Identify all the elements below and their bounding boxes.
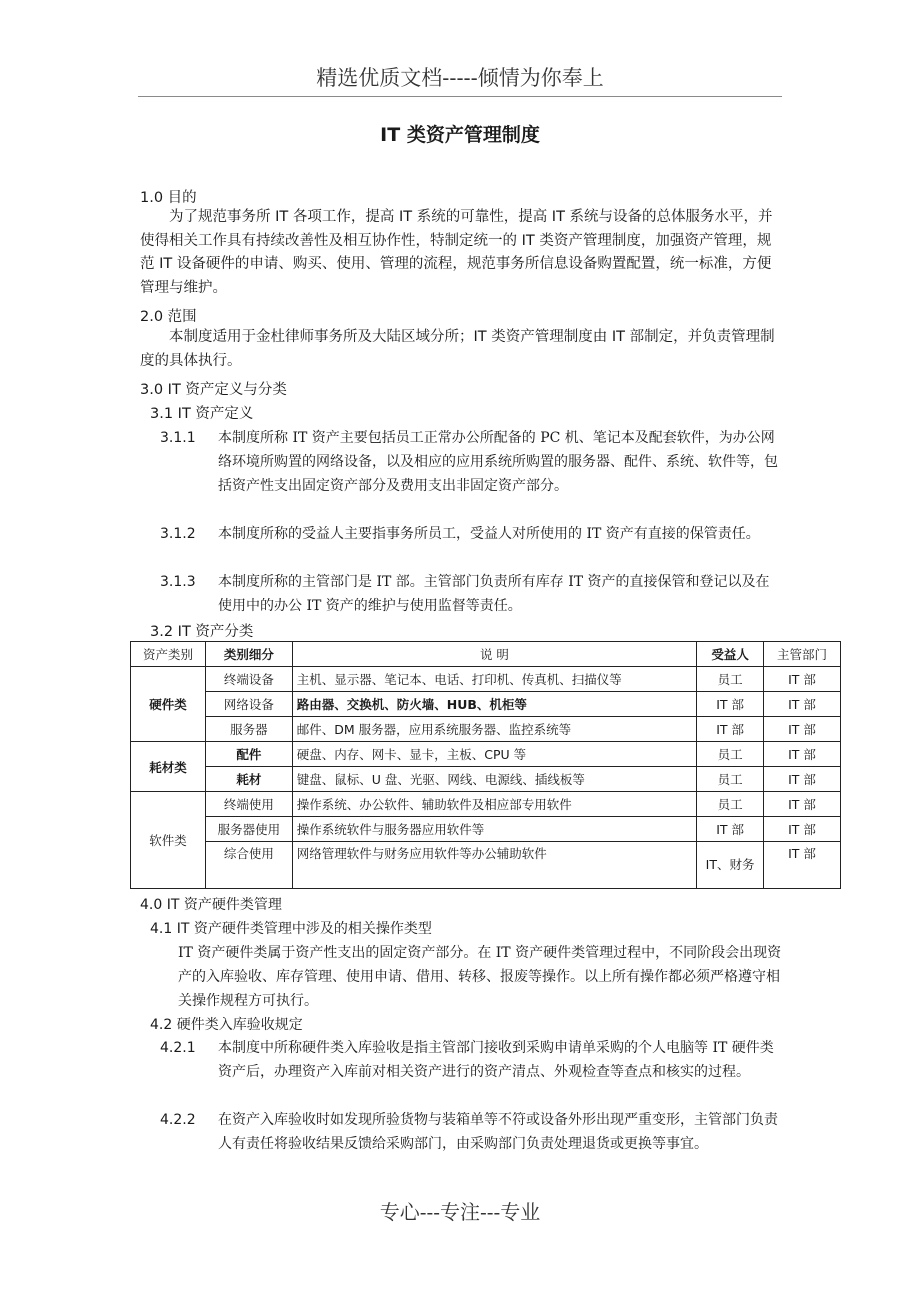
- table-header-row: [131, 642, 841, 667]
- item-number: 3.1.3: [160, 574, 196, 590]
- table-row: [131, 742, 841, 767]
- item-number: 3.1.1: [160, 430, 196, 446]
- subcategory-cell: 耗材: [205, 767, 292, 792]
- dept-cell: IT 部: [764, 692, 841, 717]
- table-row: [131, 842, 841, 889]
- beneficiary-cell: 员工: [697, 767, 764, 792]
- subcategory-cell: 配件: [205, 742, 292, 767]
- beneficiary-cell: IT 部: [697, 817, 764, 842]
- item-4-2-2: [160, 1108, 784, 1156]
- section-3-2-heading: 3.2 IT 资产分类: [150, 624, 254, 640]
- section-2-heading: 2.0 范围: [140, 309, 197, 325]
- item-3-1-1: [160, 426, 784, 498]
- section-1-heading: 1.0 目的: [140, 190, 197, 206]
- item-text: 本制度所称 IT 资产主要包括员工正常办公所配备的 PC 机、笔记本及配套软件，为办公网络环境所购置的网络设备，以及相应的应用系统所购置的服务器、配件、系统、软件等，包括资产性支出固定资产部分及费用支出非固定资产部分。: [218, 430, 778, 494]
- description-cell: 操作系统、办公软件、辅助软件及相应部专用软件: [292, 792, 696, 817]
- section-4-heading: 4.0 IT 资产硬件类管理: [140, 897, 282, 913]
- dept-cell: IT 部: [764, 717, 841, 742]
- table-row: [131, 792, 841, 817]
- description-cell: 路由器、交换机、防火墙、HUB、机柜等: [292, 692, 696, 717]
- subcategory-cell: 终端设备: [205, 667, 292, 692]
- description-cell: 操作系统软件与服务器应用软件等: [292, 817, 696, 842]
- dept-cell: IT 部: [764, 792, 841, 817]
- section-2-paragraph: 本制度适用于金杜律师事务所及大陆区域分所；IT 类资产管理制度由 IT 部制定，并负责管理制度的具体执行。: [140, 329, 775, 369]
- header-beneficiary: 受益人: [697, 642, 764, 667]
- section-1-paragraph: 为了规范事务所 IT 各项工作，提高 IT 系统的可靠性，提高 IT 系统与设备的总体服务水平，并使得相关工作具有持续改善性及相互协作性，特制定统一的 IT 类资产管理制度，加强资产管理，规范 IT 设备硬件的申请、购买、使用、管理的流程，规范事务所信息设备购置配置，统一标准，方便管理与维护。: [140, 209, 773, 296]
- description-cell: 键盘、鼠标、U 盘、光驱、网线、电源线、插线板等: [292, 767, 696, 792]
- table-row: [131, 717, 841, 742]
- item-text: 在资产入库验收时如发现所验货物与装箱单等不符或设备外形出现严重变形，主管部门负责人有责任将验收结果反馈给采购部门，由采购部门负责处理退货或更换等事宜。: [218, 1112, 778, 1152]
- table-row: [131, 692, 841, 717]
- header-dept: 主管部门: [764, 642, 841, 667]
- item-3-1-3: [160, 570, 784, 618]
- category-cell: 硬件类: [131, 667, 206, 742]
- page-header: 精选优质文档-----倾情为你奉上: [316, 66, 604, 90]
- beneficiary-cell: IT、财务: [697, 842, 764, 889]
- asset-classification-table: [130, 641, 841, 889]
- dept-cell: IT 部: [764, 667, 841, 692]
- beneficiary-cell: IT 部: [697, 717, 764, 742]
- dept-cell: IT 部: [764, 767, 841, 792]
- description-cell: 主机、显示器、笔记本、电话、打印机、传真机、扫描仪等: [292, 667, 696, 692]
- subcategory-cell: 网络设备: [205, 692, 292, 717]
- page-footer: 专心---专注---专业: [379, 1200, 541, 1224]
- item-4-2-1: [160, 1036, 784, 1084]
- beneficiary-cell: 员工: [697, 792, 764, 817]
- beneficiary-cell: IT 部: [697, 692, 764, 717]
- dept-cell: IT 部: [764, 817, 841, 842]
- category-cell: 软件类: [131, 792, 206, 889]
- dept-cell: IT 部: [764, 742, 841, 767]
- header-description: 说 明: [292, 642, 696, 667]
- item-text: 本制度中所称硬件类入库验收是指主管部门接收到采购申请单采购的个人电脑等 IT 硬件类资产后，办理资产入库前对相关资产进行的资产清点、外观检查等查点和核实的过程。: [218, 1040, 774, 1080]
- subcategory-cell: 综合使用: [205, 842, 292, 889]
- section-4-1-heading: 4.1 IT 资产硬件类管理中涉及的相关操作类型: [150, 921, 432, 937]
- document-title: IT 类资产管理制度: [380, 124, 540, 146]
- table-row: [131, 767, 841, 792]
- description-cell: 网络管理软件与财务应用软件等办公辅助软件: [292, 842, 696, 889]
- section-4-1-paragraph: IT 资产硬件类属于资产性支出的固定资产部分。在 IT 资产硬件类管理过程中，不同阶段会出现资产的入库验收、库存管理、使用申请、借用、转移、报废等操作。以上所有操作都必须严格遵守相关操作规程方可执行。: [178, 945, 782, 1009]
- beneficiary-cell: 员工: [697, 667, 764, 692]
- table-row: [131, 817, 841, 842]
- description-cell: 硬盘、内存、网卡、显卡，主板、CPU 等: [292, 742, 696, 767]
- item-text: 本制度所称的受益人主要指事务所员工，受益人对所使用的 IT 资产有直接的保管责任。: [218, 526, 760, 542]
- section-3-heading: 3.0 IT 资产定义与分类: [140, 382, 287, 398]
- header-divider: [138, 96, 782, 97]
- section-4-2-heading: 4.2 硬件类入库验收规定: [150, 1017, 303, 1033]
- item-number: 4.2.2: [160, 1112, 196, 1128]
- table-row: [131, 667, 841, 692]
- category-cell: 耗材类: [131, 742, 206, 792]
- beneficiary-cell: 员工: [697, 742, 764, 767]
- subcategory-cell: 服务器: [205, 717, 292, 742]
- item-text: 本制度所称的主管部门是 IT 部。主管部门负责所有库存 IT 资产的直接保管和登记以及在使用中的办公 IT 资产的维护与使用监督等责任。: [218, 574, 770, 614]
- item-number: 4.2.1: [160, 1040, 196, 1056]
- section-3-1-heading: 3.1 IT 资产定义: [150, 406, 254, 422]
- item-number: 3.1.2: [160, 526, 196, 542]
- description-cell: 邮件、DM 服务器，应用系统服务器、监控系统等: [292, 717, 696, 742]
- subcategory-cell: 终端使用: [205, 792, 292, 817]
- item-3-1-2: [160, 522, 784, 546]
- header-category: 资产类别: [131, 642, 206, 667]
- dept-cell: IT 部: [764, 842, 841, 889]
- header-subcategory: 类别细分: [205, 642, 292, 667]
- subcategory-cell: 服务器使用: [205, 817, 292, 842]
